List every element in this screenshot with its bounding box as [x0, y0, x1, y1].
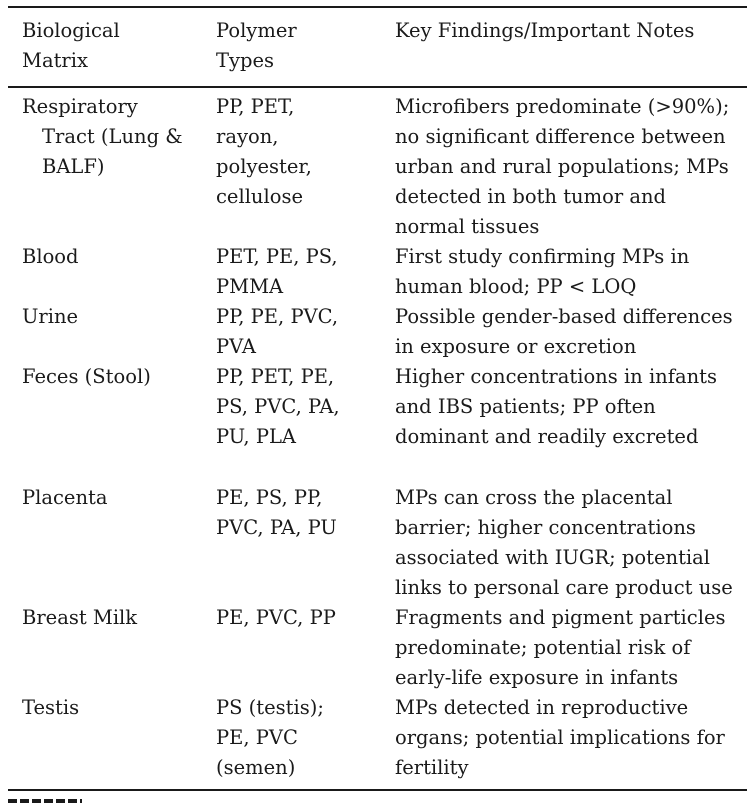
row-breast-milk-notes: Fragments and pigment particles predominate; potential risk of early-life exposure in infants [395, 606, 726, 689]
row-breast-milk-polymers: PE, PVC, PP [216, 606, 336, 629]
row-testis-notes: MPs detected in reproductive organs; potential implications for fertility [395, 696, 725, 779]
row-respiratory-notes: Microfibers predominate (>90%); no significant difference between urban and rural populations; MPs detected in both tumor and normal tissues [395, 95, 730, 238]
row-blood-polymers: PET, PE, PS, PMMA [216, 245, 338, 298]
row-blood-notes: First study confirming MPs in human blood; PP < LOQ [395, 245, 690, 298]
row-feces-matrix: Feces (Stool) [22, 365, 151, 388]
row-respiratory-matrix: Respiratory Tract (Lung & BALF) [22, 95, 183, 178]
row-placenta-polymers: PE, PS, PP, PVC, PA, PU [216, 486, 337, 539]
row-urine-matrix: Urine [22, 305, 79, 328]
row-feces-notes: Higher concentrations in infants and IBS patients; PP often dominant and readily excreted [395, 365, 717, 448]
row-urine-notes: Possible gender-based differences in exposure or excretion [395, 305, 733, 358]
row-blood-matrix: Blood [22, 245, 79, 268]
row-placenta-notes: MPs can cross the placental barrier; higher concentrations associated with IUGR; potential links to personal care product use [395, 486, 733, 599]
row-testis-polymers: PS (testis); PE, PVC (semen) [216, 696, 324, 779]
row-breast-milk-matrix: Breast Milk [22, 606, 138, 629]
row-feces-polymers: PP, PET, PE, PS, PVC, PA, PU, PLA [216, 365, 340, 448]
table-top-rule [8, 6, 747, 8]
header-polymer-types: Polymer Types [216, 19, 297, 72]
table-header-rule [8, 86, 747, 88]
header-key-findings: Key Findings/Important Notes [395, 19, 695, 42]
row-placenta-matrix: Placenta [22, 486, 108, 509]
row-respiratory-polymers: PP, PET, rayon, polyester, cellulose [216, 95, 312, 208]
table-bottom-rule [8, 789, 747, 791]
row-urine-polymers: PP, PE, PVC, PVA [216, 305, 339, 358]
cut-off-text-fragment [8, 795, 88, 805]
row-testis-matrix: Testis [22, 696, 80, 719]
header-biological-matrix: Biological Matrix [22, 19, 120, 72]
